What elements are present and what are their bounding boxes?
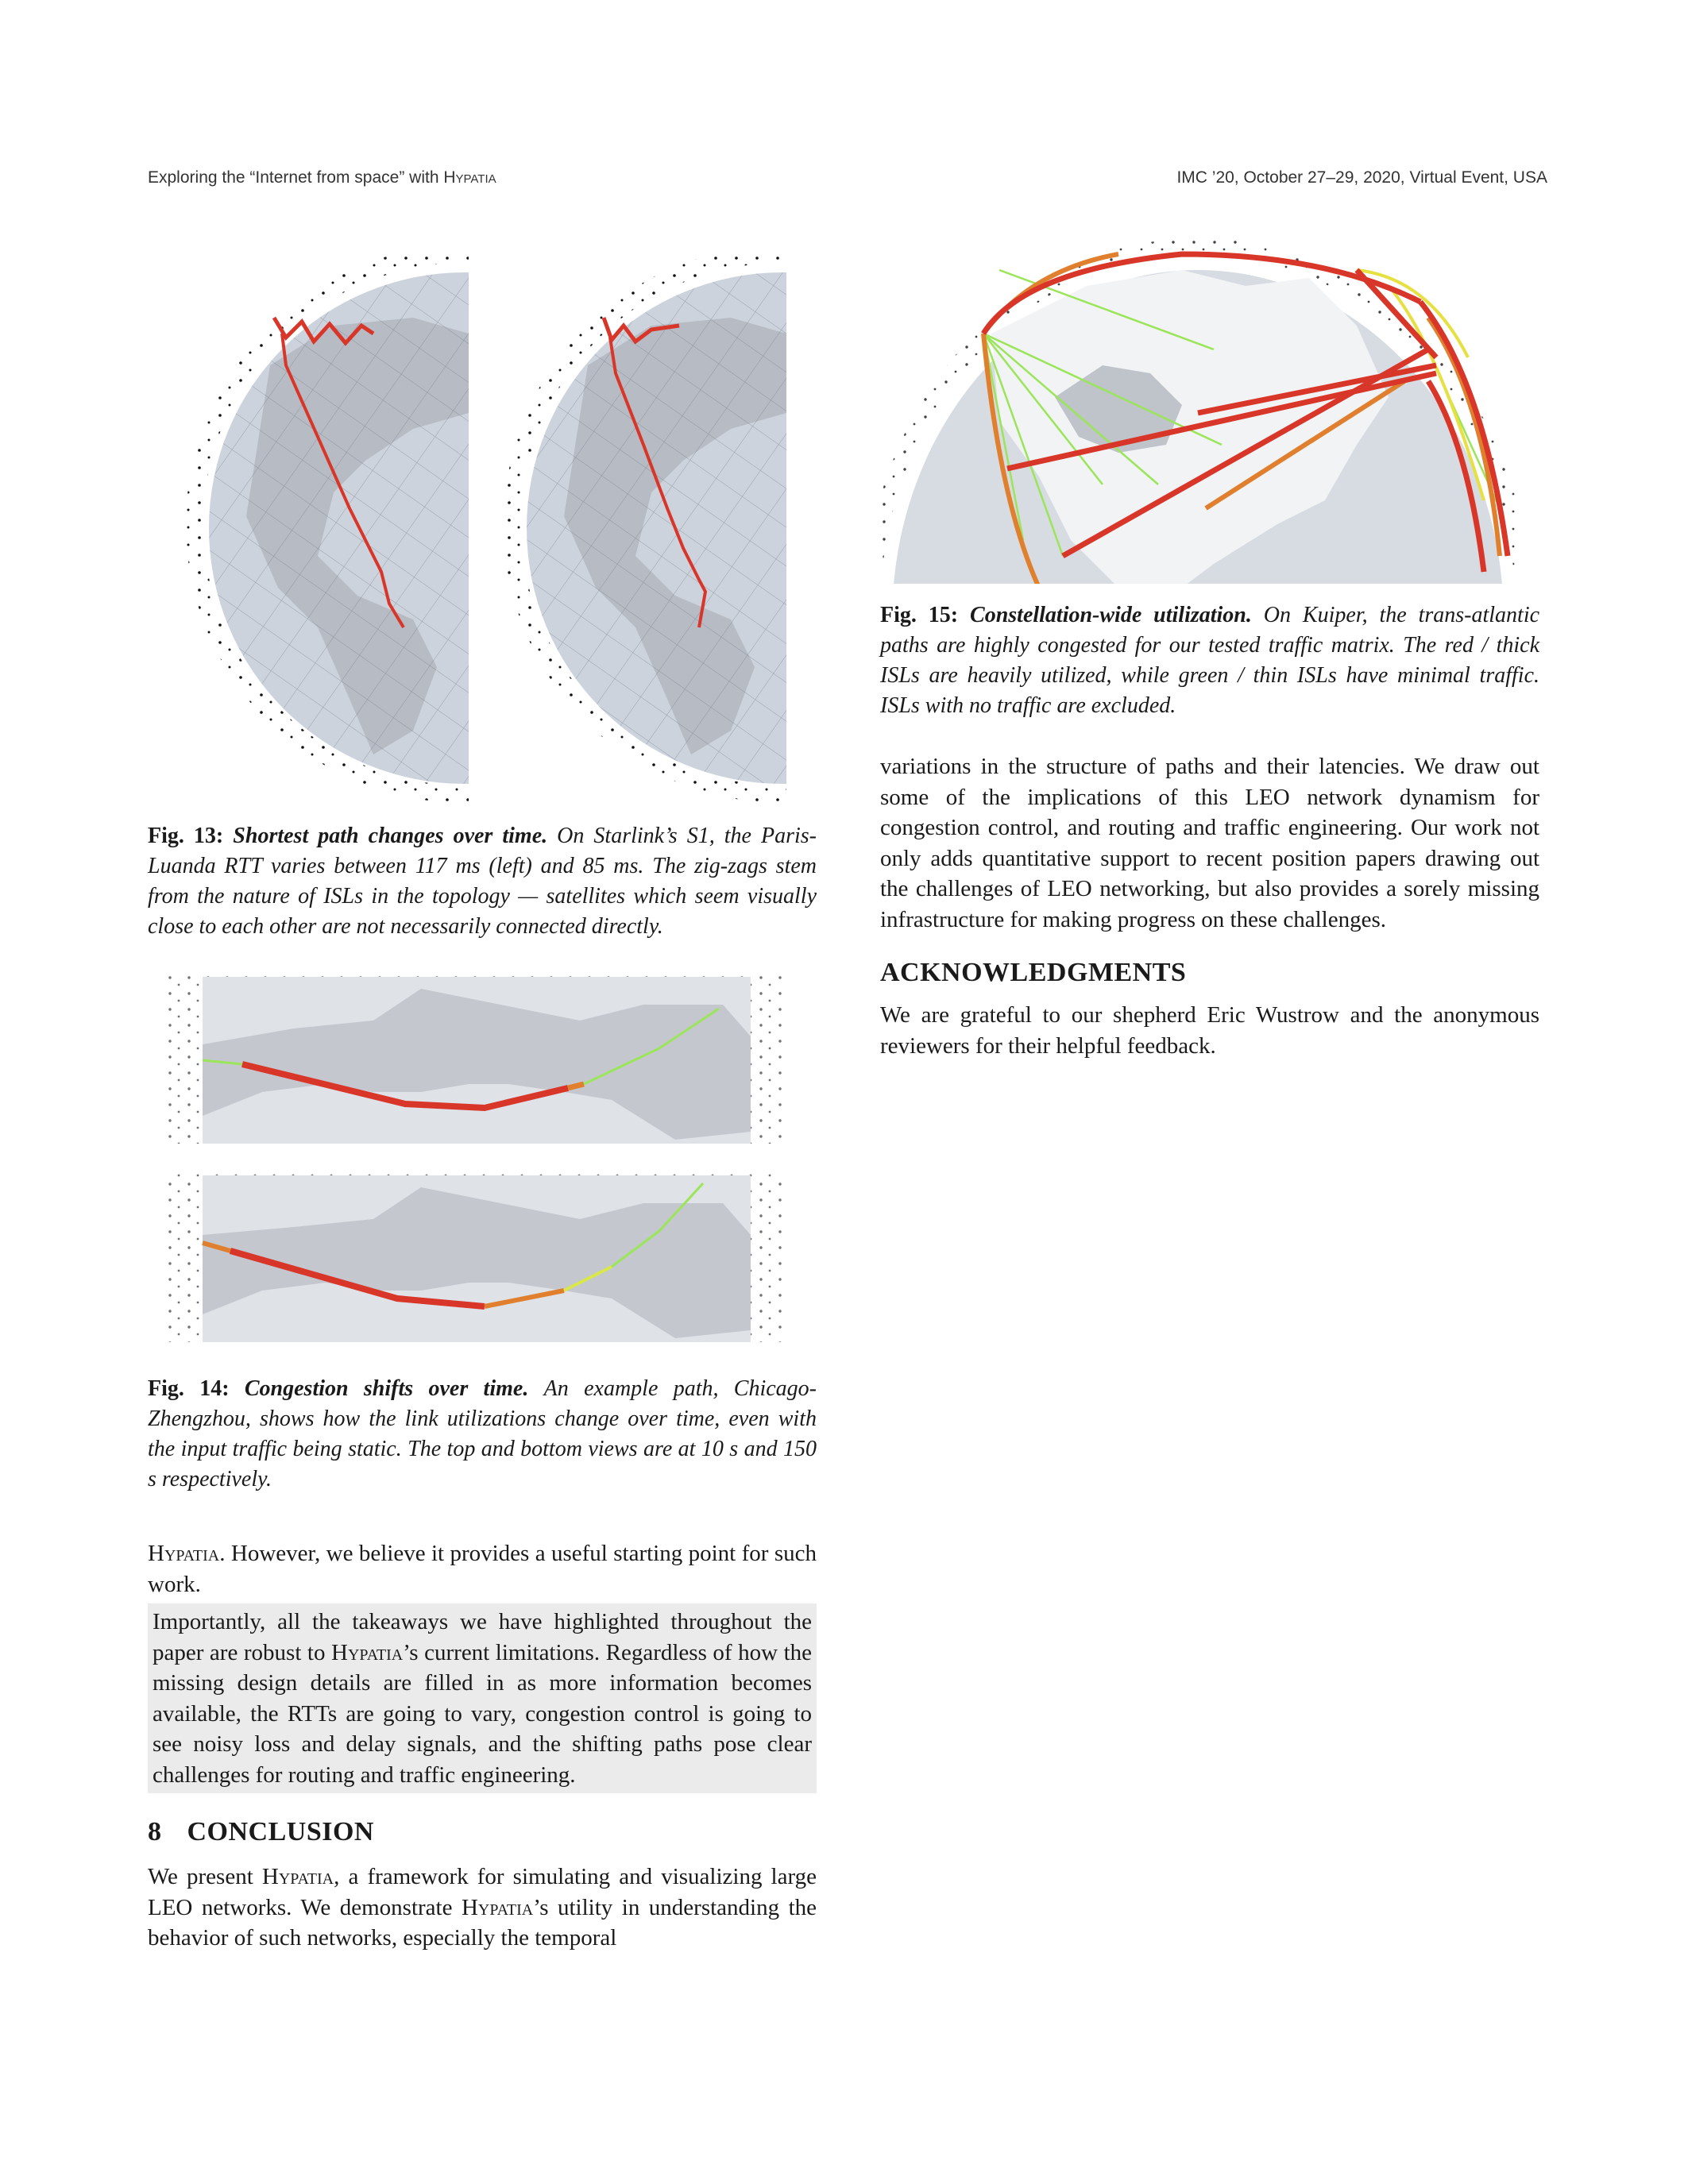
paragraph-hypatia-limitations: Hypatia. However, we believe it provides a useful starting point for such work. — [148, 1541, 817, 1597]
fig15-caption: Fig. 15: Constellation-wide utilization. On Kuiper, the trans-atlantic paths are highly congested for our tested traffic matrix. The red / thick ISLs are heavily utilized, while green / thin ISLs have minimal traffic. ISLs with no traffic are excluded. — [880, 603, 1540, 718]
fig13-figure — [175, 254, 786, 802]
fig14-bottom-map — [167, 1171, 786, 1342]
fig14-maps — [167, 973, 786, 1346]
fig13-globes — [175, 254, 786, 802]
highlighted-paragraph-takeaways: Importantly, all the takeaways we have highlighted throughout the paper are robust to Hypatia’s current limitations. Regardless of how the missing design details are filled in as more information becomes available, the RTTs are going to vary, congestion control is going to see noisy loss and delay signals, and the shifting paths pose clear challenges for routing and traffic engineering. — [148, 1603, 817, 1793]
section-heading-conclusion: 8 CONCLUSION — [148, 1817, 374, 1846]
fig14-top-map — [167, 973, 786, 1144]
running-header-left: Exploring the “Internet from space” with Hypatia — [148, 168, 496, 187]
fig14-figure — [167, 973, 786, 1346]
paragraph-acknowledgments: We are grateful to our shepherd Eric Wustrow and the anonymous reviewers for their helpful feedback. — [880, 1002, 1539, 1059]
fig15-globe — [880, 238, 1516, 588]
fig13-right-globe — [512, 254, 786, 794]
section-heading-acknowledgments: ACKNOWLEDGMENTS — [880, 958, 1187, 987]
fig14-caption: Fig. 14: Congestion shifts over time. An example path, Chicago-Zhengzhou, shows how the link utilizations change over time, even with the input traffic being static. The top and bottom views are at 10 s and 150 s respectively. — [148, 1376, 817, 1491]
paragraph-conclusion-continued: variations in the structure of paths and their latencies. We draw out some of the implications of this LEO network dynamism for congestion control, and routing and traffic engineering. Our work not only adds quantitative support to recent position papers drawing out the challenges of LEO networking, but also provides a sorely missing infrastructure for making progress on these challenges. — [880, 754, 1539, 932]
fig13-caption: Fig. 13: Shortest path changes over time. On Starlink’s S1, the Paris-Luanda RTT varies between 117 ms (left) and 85 ms. The zig-zags stem from the nature of ISLs in the topology — satellites which seem visually close to each other are not necessarily connected directly. — [148, 824, 817, 939]
fig15-figure — [880, 238, 1516, 588]
running-header-right: IMC ’20, October 27–29, 2020, Virtual Event, USA — [1176, 168, 1547, 187]
paragraph-conclusion: We present Hypatia, a framework for simulating and visualizing large LEO networks. We demonstrate Hypatia’s utility in understanding the behavior of such networks, especially the temporal — [148, 1864, 817, 1951]
